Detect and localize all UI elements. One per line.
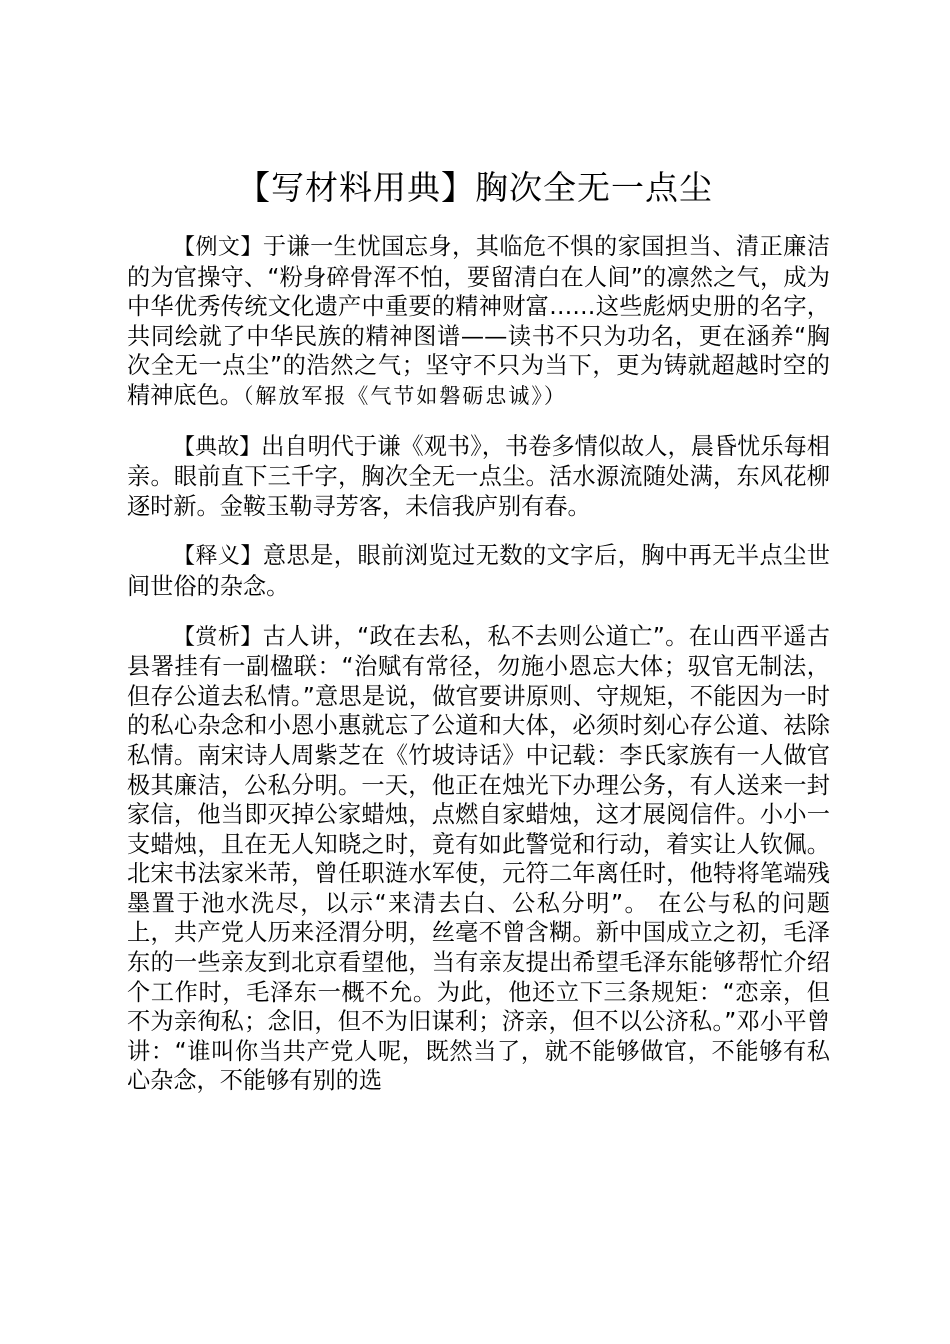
- analysis-tag: 【赏析】: [173, 624, 263, 650]
- example-tag: 【例文】: [173, 235, 263, 260]
- example-paragraph: [127, 232, 830, 412]
- analysis-paragraph: [127, 622, 830, 1097]
- allusion-paragraph: [127, 432, 830, 522]
- meaning-paragraph: [127, 541, 830, 601]
- allusion-tag: 【典故】: [173, 434, 262, 460]
- analysis-text: 古人讲，“政在去私，私不去则公道亡”。在山西平遥古县署挂有一副楹联：“治赋有常径，勿施小恩忘大体；驭官无制法，但存公道去私情。”意思是说，做官要讲原则、守规矩，不能因为一时的私心杂念和小恩小惠就忘了公道和大体，必须时刻心存公道、祛除私情。南宋诗人周紫芝在《竹坡诗话》中记载：李氏家族有一人做官极其廉洁，公私分明。一天，他正在烛光下办理公务，有人送来一封家信，他当即灭掉公家蜡烛，点燃自家蜡烛，这才展阅信件。小小一支蜡烛，且在无人知晓之时，竟有如此警觉和行动，着实让人钦佩。北宋书法家米芾，曾任职涟水军使，元符二年离任时，他特将笔端残墨置于池水洗尽，以示“来清去白、公私分明”。 在公与私的问题上，共产党人历来泾渭分明，丝毫不曾含糊。新中国成立之初，毛泽东的一些亲友到北京看望他，当有亲友提出希望毛泽东能够帮忙介绍个工作时，毛泽东一概不允。为此，他还立下三条规矩：“恋亲，但不为亲徇私；念旧，但不为旧谋利；济亲，但不以公济私。”邓小平曾讲：“谁叫你当共产党人呢，既然当了，就不能够做官，不能够有私心杂念，不能够有别的选: [127, 622, 830, 1095]
- article-body: [127, 232, 830, 1116]
- example-text: 于谦一生忧国忘身，其临危不惧的家国担当、清正廉洁的为官操守、“粉身碎骨浑不怕，要留清白在人间”的凛然之气，成为中华优秀传统文化遗产中重要的精神财富……这些彪炳史册的名字，共同绘就了中华民族的精神图谱——读书不只为功名，更在涵养“胸次全无一点尘”的浩然之气；坚守不只为当下，更为铸就超越时空的精神底色。: [127, 233, 830, 409]
- allusion-text: 出自明代于谦《观书》，书卷多情似故人，晨昏忧乐每相亲。眼前直下三千字，胸次全无一点尘。活水源流随处满，东风花柳逐时新。金鞍玉勒寻芳客，未信我庐别有春。: [127, 432, 830, 520]
- example-source: （解放军报《气节如磐砺忠诚》）: [242, 383, 567, 408]
- meaning-tag: 【释义】: [173, 544, 263, 570]
- page-title: 【写材料用典】胸次全无一点尘: [237, 168, 713, 207]
- meaning-text: 意思是，眼前浏览过无数的文字后，胸中再无半点尘世间世俗的杂念。: [127, 542, 830, 600]
